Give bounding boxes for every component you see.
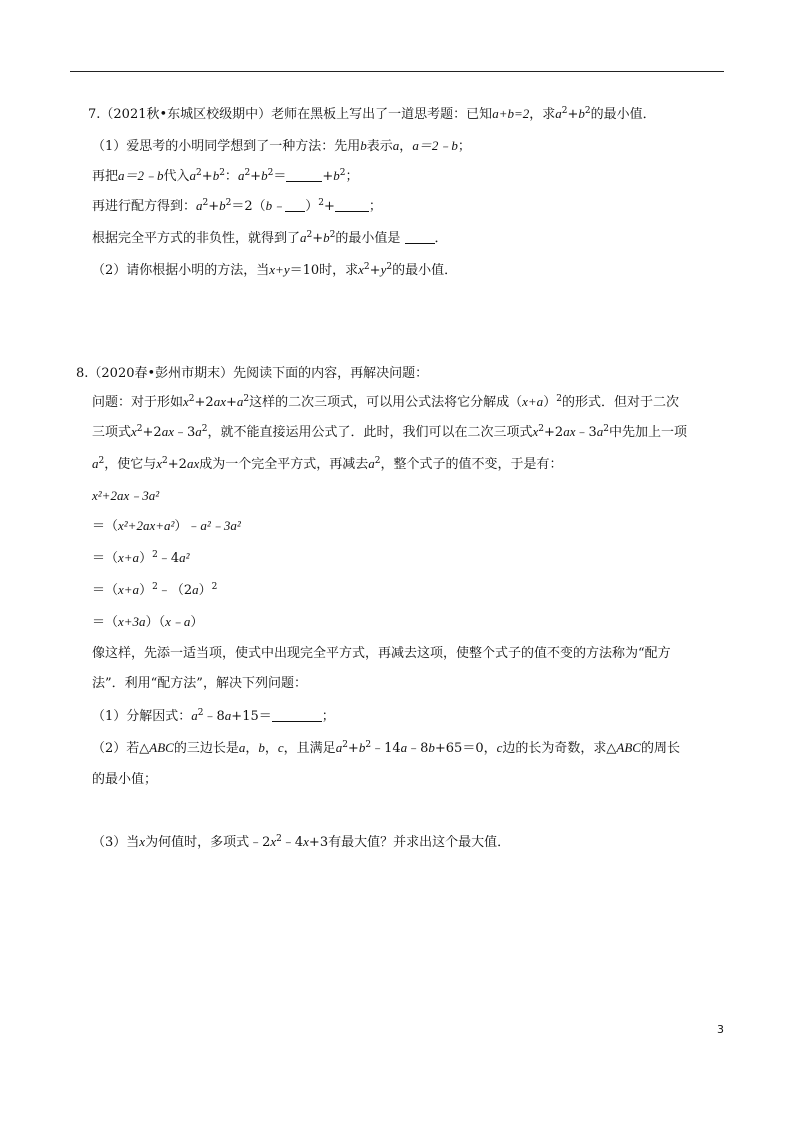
text: ，整个式子的值不变，于是有：	[380, 457, 563, 472]
q7-complete-square: 再进行配方得到：$a^2+b^2=2(b﹣$ ）$^2$+ ；	[92, 198, 382, 214]
q8-eq5	[92, 614, 203, 631]
text: ，求	[529, 107, 556, 122]
math: b﹣	[265, 198, 286, 213]
question-stem: 先阅读下面的内容，再解决问题：	[233, 366, 429, 381]
q8-sub2: （2）若△ABC的三边长是a，b，c，且满足$a^2+b^2﹣14a﹣8b+65=0$，c边的长为奇数，求△ABC的周长	[92, 740, 680, 756]
q7-nonnegativity: 根据完全平方式的非负性，就得到了$a^2+b^2$的最小值是 ．	[92, 230, 448, 246]
math: a	[392, 138, 400, 153]
text: 为何值时，多项式﹣2	[145, 835, 271, 850]
text: 成为一个完全平方式，再减去	[199, 457, 369, 472]
text: （1）爱思考的小明同学想到了一种方法：先用	[92, 139, 361, 154]
text: ）	[139, 551, 153, 566]
text: ﹣14	[371, 741, 401, 756]
text: 再进行配方得到：	[92, 199, 197, 214]
math: x﹣a	[165, 614, 191, 629]
math: x+a	[118, 582, 140, 597]
text: +	[322, 169, 334, 184]
text: 的最小值；	[92, 772, 158, 787]
math: x+a	[118, 550, 140, 565]
math: a	[192, 582, 199, 597]
text: 三项式	[92, 425, 132, 440]
text: ．	[434, 231, 448, 246]
page-number: 3	[717, 1023, 724, 1036]
q8-sub2-cont	[92, 772, 157, 788]
text: +	[323, 199, 335, 214]
question-number: 8.	[76, 366, 89, 381]
text: ，	[245, 741, 259, 756]
q8-line1: 问题：对于形如$x^2+2ax+a^2$这样的二次三项式，可以用公式法将它分解成$(x+a)^2$的形式．但对于二次	[92, 394, 679, 410]
q8-line5	[92, 676, 307, 692]
q8-eq1	[92, 488, 159, 505]
text: ＝（	[92, 615, 119, 630]
text: （1）分解因式：	[92, 709, 192, 724]
q8-eq4: $=(x+a)^2﹣(2a)^2$	[92, 582, 218, 598]
text: ＝	[273, 169, 287, 184]
text: ，	[399, 139, 413, 154]
text: 再把	[92, 169, 119, 184]
q8-title	[76, 366, 428, 382]
math: a²	[179, 550, 190, 565]
text: ﹣8	[407, 741, 429, 756]
math: x²+2ax+a²	[118, 518, 175, 533]
text: ﹣4	[157, 551, 180, 566]
text: （2）请你根据小明的方法，当	[92, 263, 270, 278]
text: 的周长	[640, 741, 680, 756]
text: 像这样，先添一适当项，使式中出现完全平方式，再减去这项，使整个式子的值不变的方法称为“配方	[92, 646, 671, 661]
text: ）	[198, 583, 212, 598]
math: x+a	[522, 394, 544, 409]
q7-part2: （2）请你根据小明的方法，当x+y＝10时，求$x^2+y^2$的最小值．	[92, 262, 458, 278]
text: 问题：对于形如	[92, 395, 184, 410]
text: 代入	[163, 169, 190, 184]
math: ABC	[616, 740, 641, 755]
q8-line3: $a^2$，使它与$x^2+2ax$成为一个完全平方式，再减去$a^2$，整个式子的值不变，于是有：	[92, 456, 563, 472]
text: ，就不能直接运用公式了．此时，我们可以在二次三项式	[207, 425, 533, 440]
answer-blank[interactable]	[405, 231, 435, 244]
text: ，使它与	[104, 457, 157, 472]
q8-line4	[92, 646, 671, 662]
text: 的最小值．	[392, 263, 458, 278]
text: ＝（	[92, 583, 119, 598]
math: a＝2﹣b	[118, 168, 164, 183]
answer-blank[interactable]	[286, 169, 322, 182]
text: ）	[305, 199, 319, 214]
math: a²﹣3a²	[200, 518, 241, 533]
text: 这样的二次三项式，可以用公式法将它分解成（	[249, 395, 523, 410]
text: ）﹣	[174, 519, 201, 534]
q8-eq3: $=(x+a)^2﹣4a^2$	[92, 550, 190, 566]
text: ；	[368, 199, 382, 214]
question-stem: 老师在黑板上写出了一道思考题：已知	[271, 107, 493, 122]
q7-part1-intro	[92, 138, 471, 155]
text: ）	[139, 583, 153, 598]
text: （3）当	[92, 835, 140, 850]
text: 边的长为奇数，求△	[502, 741, 617, 756]
header-rule	[70, 71, 724, 72]
text: ﹣8	[203, 709, 225, 724]
question-number: 7.	[88, 107, 101, 122]
text: ；	[321, 709, 335, 724]
text: 法”．利用“配方法”，解决下列问题：	[92, 676, 307, 691]
answer-blank[interactable]	[272, 709, 322, 722]
text: 表示	[366, 139, 393, 154]
text: 中先加上一项	[609, 425, 688, 440]
q8-eq2	[92, 518, 241, 535]
question-source: （2021秋•东城区校级期中）	[100, 107, 272, 122]
question-source: （2020春•彭州市期末）	[88, 366, 234, 381]
text: +15＝	[231, 709, 272, 724]
math: b	[360, 138, 367, 153]
q7-substitute: 再把a＝2﹣b代入$a^2+b^2$：$a^2+b^2= +b^2$；	[92, 168, 359, 184]
text: 的形式．但对于二次	[561, 395, 679, 410]
math: ABC	[149, 740, 174, 755]
text: ；	[345, 169, 359, 184]
text: ＝（	[92, 519, 119, 534]
text: 的最小值是	[335, 231, 401, 246]
math: a＝2﹣b	[412, 138, 458, 153]
math: x+3a	[118, 614, 146, 629]
text: 根据完全平方式的非负性，就得到了	[92, 231, 301, 246]
text: ）（	[145, 615, 166, 630]
text: （2）若△	[92, 741, 150, 756]
text: ﹣（2	[157, 583, 193, 598]
math: a+b=2	[492, 106, 530, 121]
math: x+y	[269, 262, 290, 277]
text: ，且满足	[283, 741, 336, 756]
text: ；	[457, 139, 471, 154]
text: 的三边长是	[173, 741, 239, 756]
answer-blank[interactable]	[285, 199, 305, 212]
text: +65＝0，	[434, 741, 497, 756]
q8-line2: 三项式$x^2+2ax﹣3a^2$，就不能直接运用公式了．此时，我们可以在二次三项式$x^2+2ax﹣3a^2$中先加上一项	[92, 424, 688, 440]
text: ，	[264, 741, 278, 756]
text: ：	[224, 169, 238, 184]
math: a	[555, 106, 562, 121]
answer-blank[interactable]	[335, 199, 369, 212]
q7-title: 7.（2021秋•东城区校级期中）老师在黑板上写出了一道思考题：已知a+b=2，求$a^2+b^2$的最小值．	[88, 106, 656, 122]
text: ）	[543, 395, 557, 410]
text: ＝2（	[231, 199, 266, 214]
text: 的最小值．	[590, 107, 656, 122]
math: x²+2ax﹣3a²	[92, 488, 160, 503]
text: ）	[190, 615, 204, 630]
q8-sub1: （1）分解因式：$a^2﹣8a+15=$ ；	[92, 708, 335, 724]
q8-sub3: （3）当x为何值时，多项式$﹣2x^2﹣4x+3$有最大值？并求出这个最大值．	[92, 834, 511, 850]
text: ＝10时，求	[289, 263, 359, 278]
text: +3有最大值？并求出这个最大值．	[308, 835, 511, 850]
text: ﹣4	[281, 835, 304, 850]
text: ＝（	[92, 551, 119, 566]
